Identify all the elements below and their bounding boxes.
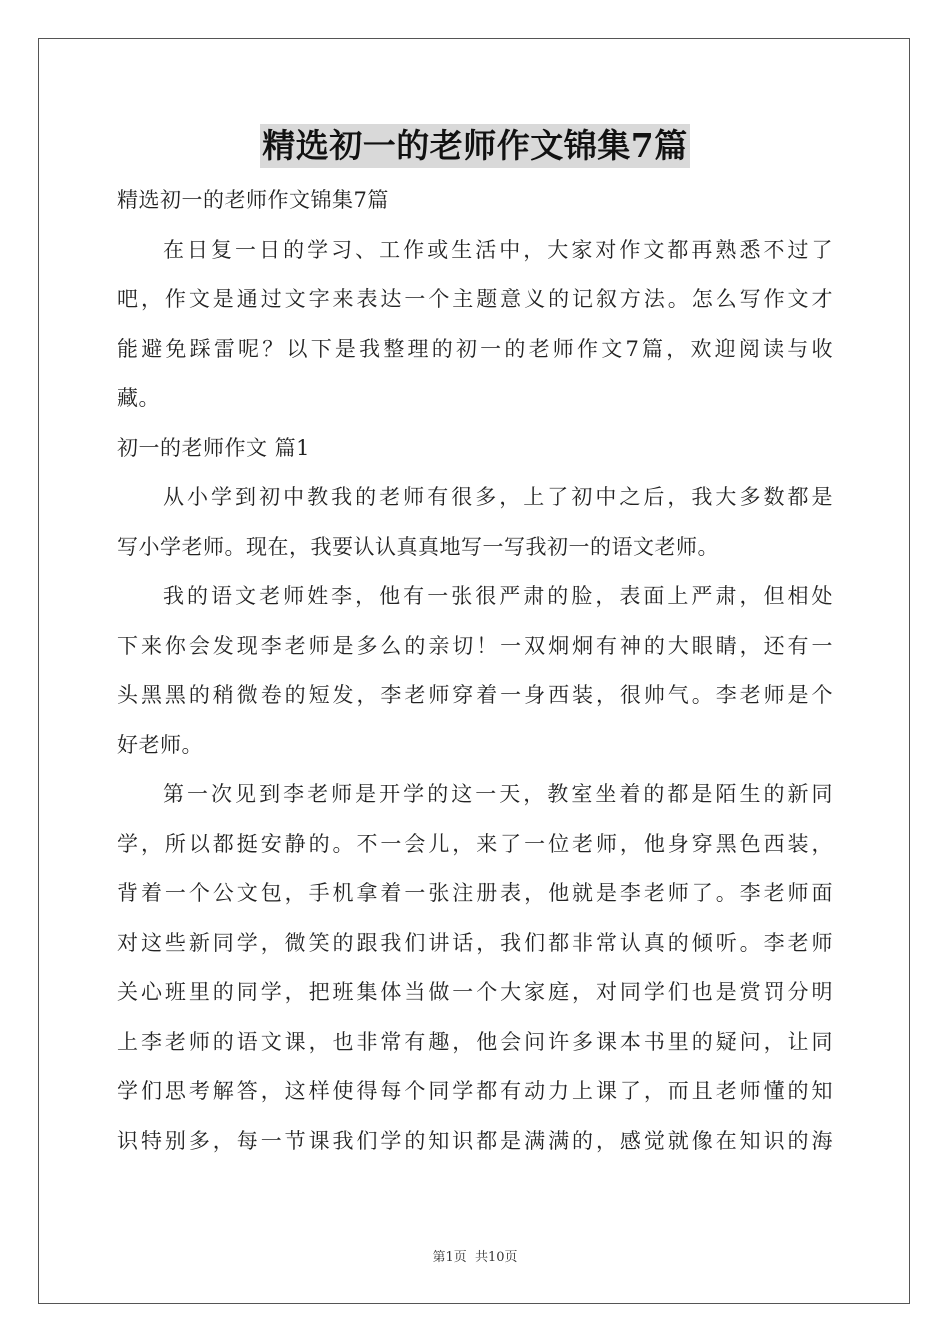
- text-line: 上李老师的语文课，也非常有趣，他会问许多课本书里的疑问，让同: [117, 1029, 833, 1054]
- text-line: 从小学到初中教我的老师有很多，上了初中之后，我大多数都是: [163, 485, 833, 509]
- text-line: 第一次见到李老师是开学的这一天，教室坐着的都是陌生的新同: [163, 782, 833, 806]
- document-title: 精选初一的老师作文锦集7篇: [260, 124, 689, 168]
- text-line: 学，所以都挺安静的。不一会儿，来了一位老师，他身穿黑色西装，: [117, 831, 833, 856]
- title-container: [0, 124, 950, 168]
- page-total: 共10页: [474, 1250, 518, 1265]
- text-line: 在日复一日的学习、工作或生活中，大家对作文都再熟悉不过了: [163, 237, 833, 262]
- text-line: 好老师。: [117, 732, 203, 757]
- text-line: 下来你会发现李老师是多么的亲切！一双炯炯有神的大眼睛，还有一: [117, 633, 833, 658]
- text-line: 背着一个公文包，手机拿着一张注册表，他就是李老师了。李老师面: [117, 881, 833, 905]
- text-line: 写小学老师。现在，我要认认真真地写一写我初一的语文老师。: [117, 534, 719, 559]
- text-line: 头黑黑的稍微卷的短发，李老师穿着一身西装，很帅气。李老师是个: [117, 683, 833, 707]
- text-line: 学们思考解答，这样使得每个同学都有动力上课了，而且老师懂的知: [117, 1079, 833, 1103]
- text-line: 吧，作文是通过文字来表达一个主题意义的记叙方法。怎么写作文才: [117, 287, 833, 311]
- text-line: 精选初一的老师作文锦集7篇: [117, 188, 389, 212]
- text-line: 藏。: [117, 386, 160, 410]
- text-line: 对这些新同学，微笑的跟我们讲话，我们都非常认真的倾听。李老师: [117, 930, 833, 955]
- text-line: 能避免踩雷呢？以下是我整理的初一的老师作文7篇，欢迎阅读与收: [117, 336, 833, 361]
- text-line: 初一的老师作文 篇1: [117, 435, 311, 460]
- text-line: 关心班里的同学，把班集体当做一个大家庭，对同学们也是赏罚分明: [117, 980, 833, 1004]
- document-body: [117, 176, 833, 1166]
- text-line: 识特别多，每一节课我们学的知识都是满满的，感觉就像在知识的海: [117, 1128, 833, 1153]
- page-footer: [0, 1246, 950, 1265]
- page-number: 第1页: [432, 1250, 467, 1265]
- text-line: 我的语文老师姓李，他有一张很严肃的脸，表面上严肃，但相处: [163, 584, 833, 608]
